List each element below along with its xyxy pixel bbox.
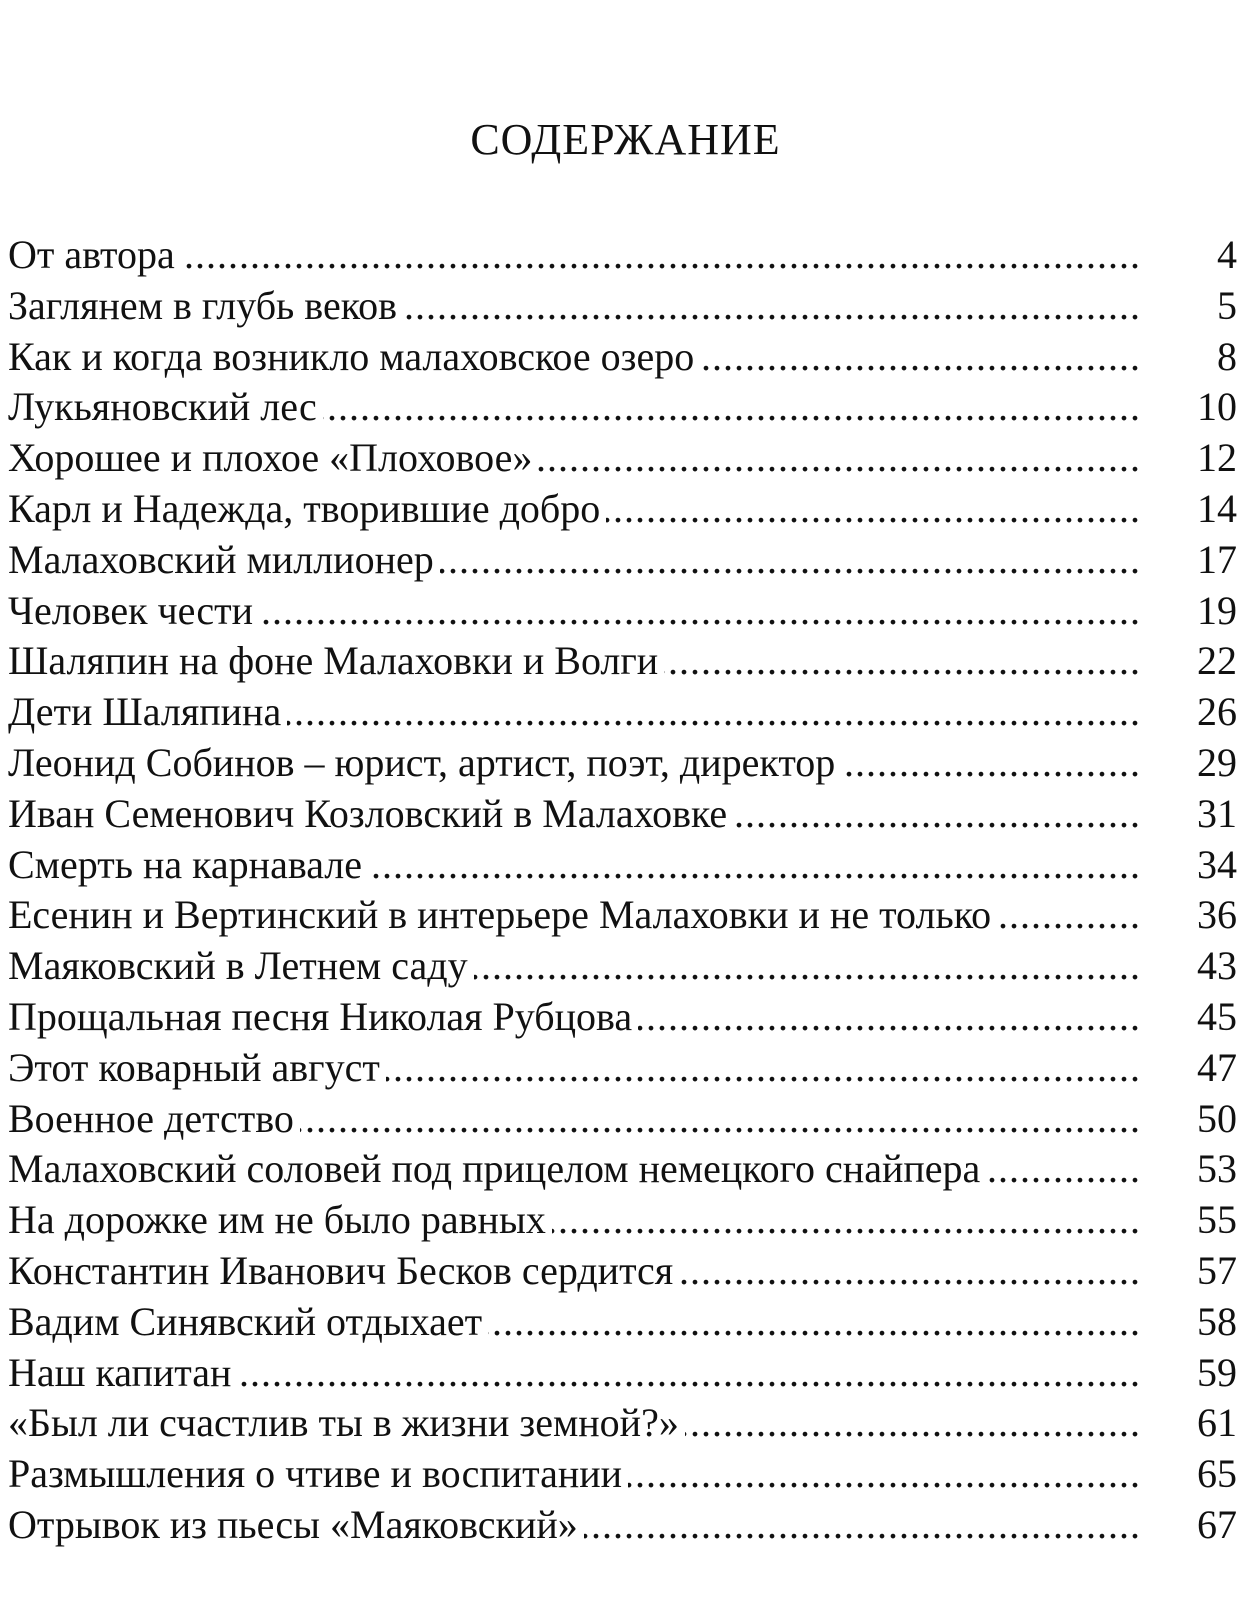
dot-leader — [8, 228, 1141, 282]
toc-entry — [0, 1092, 1251, 1143]
dot-leader — [8, 990, 1141, 1044]
dot-leader — [8, 1142, 1141, 1196]
toc-entry — [0, 228, 1251, 279]
dot-leader — [8, 1244, 1141, 1298]
toc-entry — [0, 1142, 1251, 1193]
toc-entry-page-number: 47 — [1197, 1044, 1237, 1090]
toc-entry-title: Дети Шаляпина — [8, 689, 287, 734]
toc-entry-title: Заглянем в глубь веков — [8, 283, 403, 328]
toc-entry-title: Этот коварный август — [8, 1045, 386, 1090]
toc-entry-page-number: 58 — [1197, 1298, 1237, 1344]
toc-entry-page-number: 10 — [1197, 384, 1237, 430]
toc-entry-page-number: 43 — [1197, 943, 1237, 989]
toc-entry-page-number: 8 — [1217, 333, 1237, 379]
toc-entry-page-number: 50 — [1197, 1095, 1237, 1141]
dot-leader — [8, 1041, 1141, 1095]
toc-entry-title: Как и когда возникло малаховское озеро — [8, 334, 700, 379]
dot-leader — [8, 1346, 1141, 1400]
dot-leader — [8, 838, 1141, 892]
dot-leader — [8, 787, 1141, 841]
table-of-contents — [0, 228, 1251, 1549]
dot-leader — [8, 380, 1141, 434]
dot-leader — [8, 736, 1141, 790]
toc-entry-title: Леонид Собинов – юрист, артист, поэт, директор — [8, 740, 841, 785]
toc-entry-title: Хорошее и плохое «Плоховое» — [8, 435, 538, 480]
toc-entry — [0, 1396, 1251, 1447]
toc-entry-title: Наш капитан — [8, 1350, 237, 1395]
toc-entry-page-number: 65 — [1197, 1451, 1237, 1497]
toc-entry — [0, 1244, 1251, 1295]
toc-entry — [0, 939, 1251, 990]
dot-leader — [8, 939, 1141, 993]
toc-entry-title: Маяковский в Летнем саду — [8, 943, 474, 988]
toc-entry — [0, 1447, 1251, 1498]
toc-entry-page-number: 4 — [1217, 232, 1237, 277]
toc-entry-page-number: 36 — [1197, 892, 1237, 938]
toc-entry-page-number: 45 — [1197, 993, 1237, 1039]
toc-entry-title: Карл и Надежда, творившие добро — [8, 486, 606, 531]
toc-entry — [0, 990, 1251, 1041]
toc-entry-title: Константин Иванович Бесков сердится — [8, 1248, 679, 1293]
dot-leader — [8, 634, 1141, 688]
dot-leader — [8, 584, 1141, 638]
toc-entry-page-number: 55 — [1197, 1197, 1237, 1243]
toc-entry-page-number: 59 — [1197, 1349, 1237, 1395]
toc-entry — [0, 736, 1251, 787]
toc-entry — [0, 787, 1251, 838]
dot-leader — [8, 330, 1141, 384]
toc-entry — [0, 330, 1251, 381]
toc-entry-page-number: 5 — [1217, 282, 1237, 328]
toc-entry-page-number: 61 — [1197, 1400, 1237, 1446]
toc-entry-title: Лукьяновский лес — [8, 384, 323, 429]
dot-leader — [8, 431, 1141, 485]
toc-entry-page-number: 14 — [1197, 485, 1237, 531]
toc-entry — [0, 1295, 1251, 1346]
toc-entry — [0, 685, 1251, 736]
toc-entry — [0, 888, 1251, 939]
dot-leader — [8, 888, 1141, 942]
toc-entry — [0, 1498, 1251, 1549]
toc-entry-title: Иван Семенович Козловский в Малаховке — [8, 791, 733, 836]
toc-entry-page-number: 17 — [1197, 536, 1237, 582]
toc-entry-page-number: 67 — [1197, 1501, 1237, 1547]
toc-entry-title: Вадим Синявский отдыхает — [8, 1299, 488, 1344]
toc-entry-title: Прощальная песня Николая Рубцова — [8, 994, 638, 1039]
dot-leader — [8, 1193, 1141, 1247]
toc-entry — [0, 634, 1251, 685]
toc-entry-page-number: 22 — [1197, 638, 1237, 684]
toc-entry — [0, 1193, 1251, 1244]
toc-entry-page-number: 53 — [1197, 1146, 1237, 1192]
toc-entry-page-number: 19 — [1197, 587, 1237, 633]
page-title: СОДЕРЖАНИЕ — [470, 115, 781, 164]
dot-leader — [8, 1092, 1141, 1146]
toc-entry-title: Смерть на карнавале — [8, 842, 368, 887]
toc-entry-title: На дорожке им не было равных — [8, 1197, 552, 1242]
toc-entry — [0, 279, 1251, 330]
toc-entry-title: Есенин и Вертинский в интерьере Малаховки и не только — [8, 892, 997, 937]
toc-entry — [0, 1041, 1251, 1092]
toc-entry — [0, 380, 1251, 431]
dot-leader — [8, 1295, 1141, 1349]
toc-entry — [0, 482, 1251, 533]
toc-entry — [0, 533, 1251, 584]
toc-entry-page-number: 29 — [1197, 739, 1237, 785]
toc-entry — [0, 431, 1251, 482]
toc-entry-title: Шаляпин на фоне Малаховки и Волги — [8, 638, 664, 683]
toc-entry-page-number: 26 — [1197, 689, 1237, 735]
toc-entry-title: «Был ли счастлив ты в жизни земной?» — [8, 1400, 685, 1445]
toc-entry-title: Малаховский миллионер — [8, 537, 440, 582]
toc-entry-title: Военное детство — [8, 1096, 300, 1141]
dot-leader — [8, 685, 1141, 739]
toc-entry-page-number: 57 — [1197, 1247, 1237, 1293]
toc-entry — [0, 584, 1251, 635]
toc-entry-page-number: 31 — [1197, 790, 1237, 836]
toc-entry-page-number: 12 — [1197, 435, 1237, 481]
dot-leader — [8, 1447, 1141, 1501]
dot-leader — [8, 533, 1141, 587]
toc-entry-page-number: 34 — [1197, 841, 1237, 887]
dot-leader — [8, 1498, 1141, 1552]
toc-entry-title: Отрывок из пьесы «Маяковский» — [8, 1502, 584, 1547]
toc-entry-title: От автора — [8, 232, 181, 277]
dot-leader — [8, 1396, 1141, 1450]
toc-entry-title: Малаховский соловей под прицелом немецкого снайпера — [8, 1146, 986, 1191]
dot-leader — [8, 482, 1141, 536]
toc-entry-title: Размышления о чтиве и воспитании — [8, 1451, 628, 1496]
toc-entry — [0, 1346, 1251, 1397]
toc-entry — [0, 838, 1251, 889]
dot-leader — [8, 279, 1141, 333]
toc-entry-title: Человек чести — [8, 588, 259, 633]
